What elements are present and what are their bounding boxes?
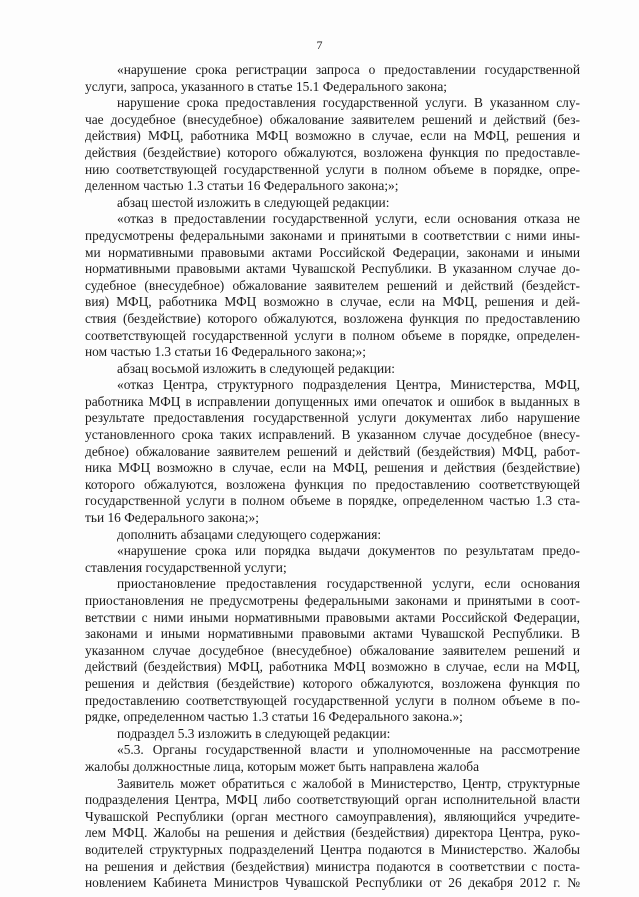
text-line: ветствии с ними иными нормативными правовыми актами Российской Федерации,: [85, 609, 580, 625]
text-line: «5.3. Органы государственной власти и уполномоченные на рассмотрение: [117, 742, 580, 758]
text-line: ставления государственной услуги;: [85, 559, 287, 575]
text-line: водителей структурных подразделений Центра подаются в Министерство. Жалобы: [85, 841, 580, 857]
text-line: новлением Кабинета Министров Чувашской Республики от 26 декабря 2012 г. №: [85, 875, 580, 891]
text-line: судебное (внесудебное) обжалование заявителем решений и действий (бездейст-: [85, 277, 580, 293]
text-line: приостановления не предусмотрены федеральными законами и принятыми в соот-: [85, 593, 580, 608]
text-line: услуги, запроса, указанного в статье 15.1 Федерального закона;: [85, 78, 448, 94]
text-line: вия) МФЦ, работника МФЦ возможно в случае, если на МФЦ, решения и дей-: [85, 294, 580, 310]
text-line: дополнить абзацами следующего содержания:: [117, 526, 382, 542]
text-line: на решения и действия (бездействия) министра подаются в соответствии с поста-: [85, 858, 580, 874]
text-line: ном частью 1.3 статьи 16 Федерального закона;»;: [85, 344, 366, 360]
text-line: подразделения Центра, МФЦ либо соответствующий орган исполнительной власти: [85, 792, 580, 808]
text-line: лем МФЦ. Жалобы на решения и действия (бездействия) директора Центра, руко-: [85, 825, 580, 841]
text-line: действия) МФЦ, работника МФЦ возможно в случае, если на МФЦ, решения и: [85, 128, 580, 144]
text-line: жалобы должностные лица, которым может быть направлена жалоба: [85, 758, 480, 774]
text-line: приостановление предоставления государственной услуги, если основания: [117, 576, 580, 592]
text-line: Заявитель может обратиться с жалобой в Министерство, Центр, структурные: [117, 775, 580, 791]
text-line: тьи 16 Федерального закона;»;: [85, 510, 259, 526]
text-line: предусмотрены федеральными законами и принятыми в соответствии с ними ины-: [85, 227, 580, 243]
text-line: ствия (бездействие) которого обжалуются, возложена функция по предоставлению: [85, 310, 580, 326]
text-line: законами и иными нормативными правовыми актами Чувашской Республики. В: [85, 626, 580, 642]
text-line: нию соответствующей государственной услуги в полном объеме в порядке, опре-: [85, 161, 580, 177]
text-line: рядке, определенном частью 1.3 статьи 16 Федерального закона.»;: [85, 709, 463, 725]
text-line: соответствующей государственной услуги в полном объеме в порядке, определен-: [85, 327, 580, 343]
text-line: действий (бездействия) МФЦ, работника МФЦ возможно в случае, если на МФЦ,: [85, 659, 580, 675]
text-line: действия (бездействие) которого обжалуются, возложена функция по предоставле-: [85, 144, 580, 160]
text-line: предоставлению соответствующей государственной услуги в полном объеме в по-: [85, 692, 580, 708]
page-number: 7: [316, 38, 323, 52]
text-line: чае досудебное (внесудебное) обжалование заявителем решений и действий (без-: [85, 111, 580, 127]
text-line: «нарушение срока или порядка выдачи документов по результатам предо-: [117, 543, 580, 559]
text-line: результате предоставления государственной услуги документах либо нарушение: [85, 410, 580, 426]
text-line: работника МФЦ в исправлении допущенных ими опечаток и ошибок в выданных в: [85, 393, 580, 409]
text-line: подраздел 5.3 изложить в следующей редакции:: [117, 725, 391, 741]
text-line: абзац шестой изложить в следующей редакции:: [117, 194, 390, 210]
text-line: решения и действия (бездействие) которого обжалуются, возложена функция по: [85, 675, 580, 691]
text-line: нарушение срока предоставления государственной услуги. В указанном слу-: [117, 95, 580, 111]
text-line: деленном частью 1.3 статьи 16 Федерального закона;»;: [85, 178, 399, 194]
text-line: государственной услуги в полном объеме в порядке, определенном частью 1.3 ста-: [85, 493, 580, 509]
text-line: указанном случае досудебное (внесудебное) обжалование заявителем решений и: [85, 642, 580, 658]
text-line: «нарушение срока регистрации запроса о предоставлении государственной: [117, 62, 580, 77]
text-line: Чувашской Республики (орган местного самоуправления), являющийся учредите-: [85, 808, 580, 824]
text-line: нормативными правовыми актами Чувашской Республики. В указанном случае до-: [85, 261, 580, 277]
text-line: ника МФЦ возможно в случае, если на МФЦ, решения и действия (бездействие): [85, 460, 580, 476]
text-line: ми нормативными правовыми актами Российской Федерации, законами и иными: [85, 244, 580, 260]
text-line: дебное) обжалование заявителем решений и действий (бездействия) МФЦ, работ-: [85, 443, 580, 459]
text-line: которого обжалуются, возложена функция по предоставлению соответствующей: [85, 476, 580, 492]
text-line: абзац восьмой изложить в следующей редакции:: [117, 360, 396, 376]
text-line: установленного срока таких исправлений. В указанном случае досудебное (внесу-: [85, 427, 580, 443]
document-body: [85, 62, 580, 892]
text-line: «отказ Центра, структурного подразделения Центра, Министерства, МФЦ,: [117, 377, 580, 393]
text-line: «отказ в предоставлении государственной услуги, если основания отказа не: [117, 211, 580, 227]
